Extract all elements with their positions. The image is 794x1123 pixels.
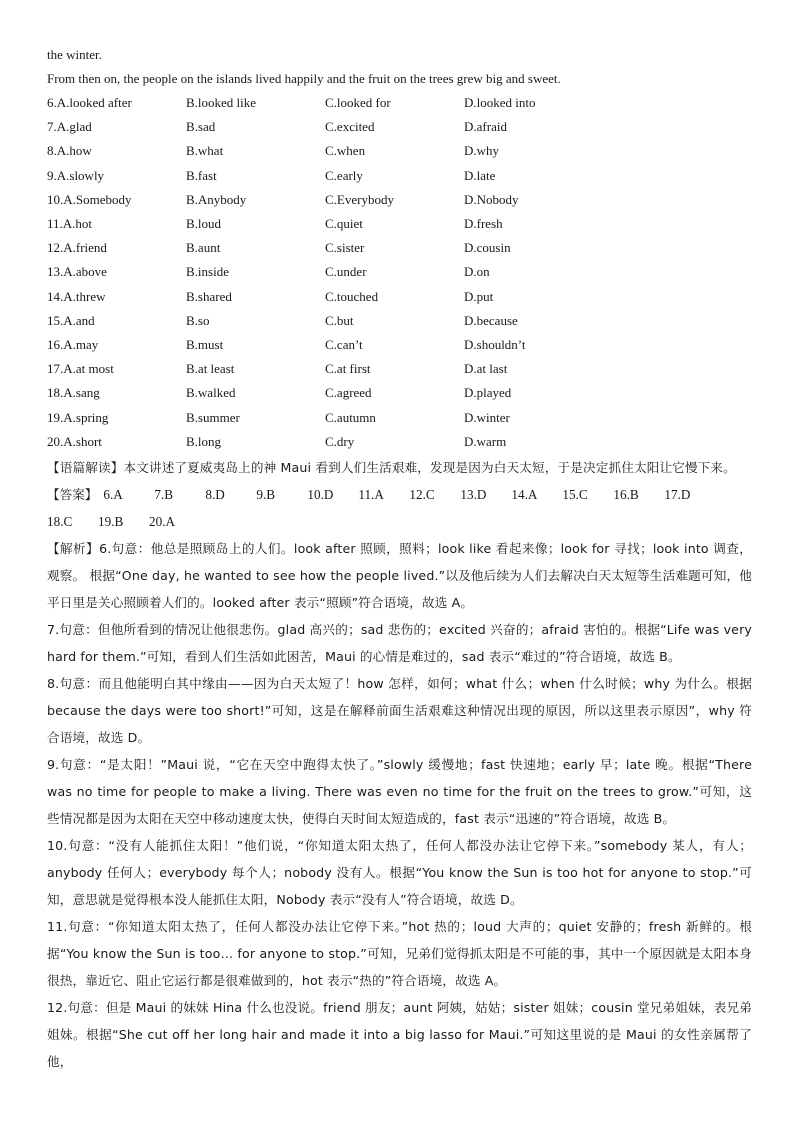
option-choice: C.but — [325, 312, 354, 328]
option-choice: C.quiet — [325, 216, 363, 232]
option-choice: 19.A.spring — [47, 409, 109, 425]
answer-item: 12.C — [409, 487, 435, 503]
option-choice: C.under — [325, 264, 367, 280]
option-row — [47, 333, 752, 357]
option-choice: B.loud — [186, 216, 222, 232]
answer-row — [47, 508, 752, 535]
option-choice: 20.A.short — [47, 433, 102, 449]
option-choice: D.because — [464, 312, 518, 328]
option-choice: 11.A.hot — [47, 216, 93, 232]
reading-note: 【语篇解读】本文讲述了夏威夷岛上的神 Maui 看到人们生活艰难，发现是因为白天太短，于是决定抓住太阳让它慢下来。 — [47, 460, 736, 476]
option-row — [47, 188, 752, 212]
option-choice: D.afraid — [464, 119, 507, 135]
option-row — [47, 115, 752, 139]
option-choice: 16.A.may — [47, 337, 99, 353]
answer-item: 6.A — [103, 487, 123, 503]
option-row — [47, 164, 752, 188]
option-choice: C.early — [325, 167, 363, 183]
option-choice: C.when — [325, 143, 366, 159]
option-choice: D.warm — [464, 433, 507, 449]
option-choice: C.touched — [325, 288, 379, 304]
option-choice: 15.A.and — [47, 312, 95, 328]
option-choice: B.must — [186, 337, 224, 353]
options-list — [47, 91, 752, 454]
answer-item: 18.C — [47, 514, 73, 530]
answer-list — [47, 508, 200, 535]
option-choice: D.cousin — [464, 240, 511, 256]
option-choice: D.winter — [464, 409, 510, 425]
answer-item: 16.B — [613, 487, 639, 503]
answer-item: 11.A — [358, 487, 384, 503]
option-choice: C.at first — [325, 361, 371, 377]
option-choice: C.autumn — [325, 409, 376, 425]
explanations — [47, 535, 752, 1075]
answer-item: 14.A — [511, 487, 538, 503]
explanation-paragraph: 【解析】6.句意：他总是照顾岛上的人们。look after 照顾，照料；look like 看起来像；look for 寻找；look into 调查，观察。 根据“One day, he wanted to see how the people lived.”以及他后续为人们去解决白天太短等生活难题可知，他平日里是关心照顾着人们的。looked after 表示“照顾”符合语境，故选 A。 — [47, 541, 752, 611]
option-row — [47, 91, 752, 115]
option-choice: C.can’t — [325, 337, 363, 353]
option-choice: 17.A.at most — [47, 361, 114, 377]
option-choice: D.shouldn’t — [464, 337, 526, 353]
option-choice: 7.A.glad — [47, 119, 92, 135]
option-choice: B.at least — [186, 361, 235, 377]
option-choice: D.on — [464, 264, 490, 280]
option-choice: C.Everybody — [325, 191, 394, 207]
passage-line: the winter. — [47, 47, 102, 62]
answer-label: 【答案】 — [47, 487, 98, 503]
option-choice: B.looked like — [186, 95, 257, 110]
answer-row — [47, 481, 752, 508]
option-choice: 6.A.looked after — [47, 95, 132, 110]
answer-item: 7.B — [154, 487, 174, 503]
answer-item: 8.D — [205, 487, 225, 503]
passage-line: From then on, the people on the islands lived happily and the fruit on the trees grew big and sweet. — [47, 71, 561, 86]
option-choice: D.fresh — [464, 216, 503, 232]
document-page — [47, 43, 752, 1075]
option-choice: B.aunt — [186, 240, 221, 256]
option-choice: B.long — [186, 433, 222, 449]
option-row — [47, 139, 752, 163]
option-choice: B.summer — [186, 409, 240, 425]
option-choice: C.agreed — [325, 385, 372, 401]
option-choice: 13.A.above — [47, 264, 107, 280]
option-choice: 14.A.threw — [47, 288, 106, 304]
option-choice: D.looked into — [464, 95, 536, 110]
option-choice: C.excited — [325, 119, 375, 135]
option-row — [47, 357, 752, 381]
option-choice: B.walked — [186, 385, 236, 401]
option-choice: 8.A.how — [47, 143, 92, 159]
option-choice: D.Nobody — [464, 191, 519, 207]
explanation-paragraph: 8.句意：而且他能明白其中缘由——因为白天太短了！how 怎样，如何；what 什么；when 什么时候；why 为什么。根据because the days were too short!”可知，这是在解释前面生活艰难这种情况出现的原因，所以这里表示原因”，why 符合语境，故选 D。 — [47, 676, 752, 746]
explanation-paragraph: 7.句意：但他所看到的情况让他很悲伤。glad 高兴的；sad 悲伤的；excited 兴奋的；afraid 害怕的。根据“Life was very hard for them.”可知，看到人们生活如此困苦，Maui 的心情是难过的，sad 表示“难过的”符合语境，故选 B。 — [47, 622, 752, 665]
answer-item: 15.C — [562, 487, 588, 503]
option-choice: D.why — [464, 143, 500, 159]
option-row — [47, 309, 752, 333]
option-row — [47, 381, 752, 405]
option-choice: 18.A.sang — [47, 385, 100, 401]
option-choice: B.inside — [186, 264, 229, 280]
option-choice: B.so — [186, 312, 210, 328]
answer-item: 17.D — [664, 487, 691, 503]
option-row — [47, 212, 752, 236]
option-choice: C.dry — [325, 433, 355, 449]
option-choice: C.looked for — [325, 95, 391, 110]
explanation-paragraph: 11.句意：“你知道太阳太热了，任何人都没办法让它停下来。”hot 热的；loud 大声的；quiet 安静的；fresh 新鲜的。根据“You know the Sun is too… for anyone to stop.”可知，兄弟们觉得抓太阳是不可能的事，其中一个原因就是太阳本身很热，靠近它、阻止它运行都是很难做到的，hot 表示“热的”符合语境，故选 A。 — [47, 919, 752, 989]
option-row — [47, 260, 752, 284]
option-choice: D.put — [464, 288, 494, 304]
option-row — [47, 285, 752, 309]
option-row — [47, 406, 752, 430]
explanation-paragraph: 12.句意：但是 Maui 的妹妹 Hina 什么也没说。friend 朋友；aunt 阿姨，姑姑；sister 姐妹；cousin 堂兄弟姐妹，表兄弟姐妹。根据“She cut off her long hair and made it into a big lasso for Maui.”可知这里说的是 Maui 的女性亲属帮了他， — [47, 1000, 752, 1070]
answer-item: 9.B — [256, 487, 276, 503]
option-choice: D.late — [464, 167, 496, 183]
option-choice: 9.A.slowly — [47, 167, 105, 183]
option-choice: D.played — [464, 385, 512, 401]
option-choice: B.what — [186, 143, 224, 159]
option-choice: 12.A.friend — [47, 240, 107, 256]
explanation-paragraph: 10.句意：“没有人能抓住太阳！”他们说，“你知道太阳太热了，任何人都没办法让它停下来。”somebody 某人，有人；anybody 任何人；everybody 每个人；nobody 没有人。根据“You know the Sun is too hot for anyone to stop.”可知，意思就是觉得根本没人能抓住太阳，Nobody 表示“没有人”符合语境，故选 D。 — [47, 838, 752, 908]
option-row — [47, 430, 752, 454]
option-choice: C.sister — [325, 240, 365, 256]
answer-item: 10.D — [307, 487, 334, 503]
option-choice: B.shared — [186, 288, 232, 304]
option-row — [47, 236, 752, 260]
answer-item: 19.B — [98, 514, 124, 530]
answer-list — [103, 481, 715, 508]
option-choice: B.fast — [186, 167, 217, 183]
option-choice: B.sad — [186, 119, 216, 135]
option-choice: D.at last — [464, 361, 508, 377]
answer-item: 13.D — [460, 487, 487, 503]
explanation-paragraph: 9.句意：“是太阳！”Maui 说，“它在天空中跑得太快了。”slowly 缓慢地；fast 快速地；early 早；late 晚。根据“There was no time for people to make a living. There was even no time for the fruit on the trees to grow.”可知，这些情况都是因为太阳在天空中移动速度太快，使得白天时间太短造成的，fast 表示“迅速的”符合语境，故选 B。 — [47, 757, 752, 827]
answer-item: 20.A — [149, 514, 176, 530]
option-choice: B.Anybody — [186, 191, 247, 207]
option-choice: 10.A.Somebody — [47, 191, 132, 207]
